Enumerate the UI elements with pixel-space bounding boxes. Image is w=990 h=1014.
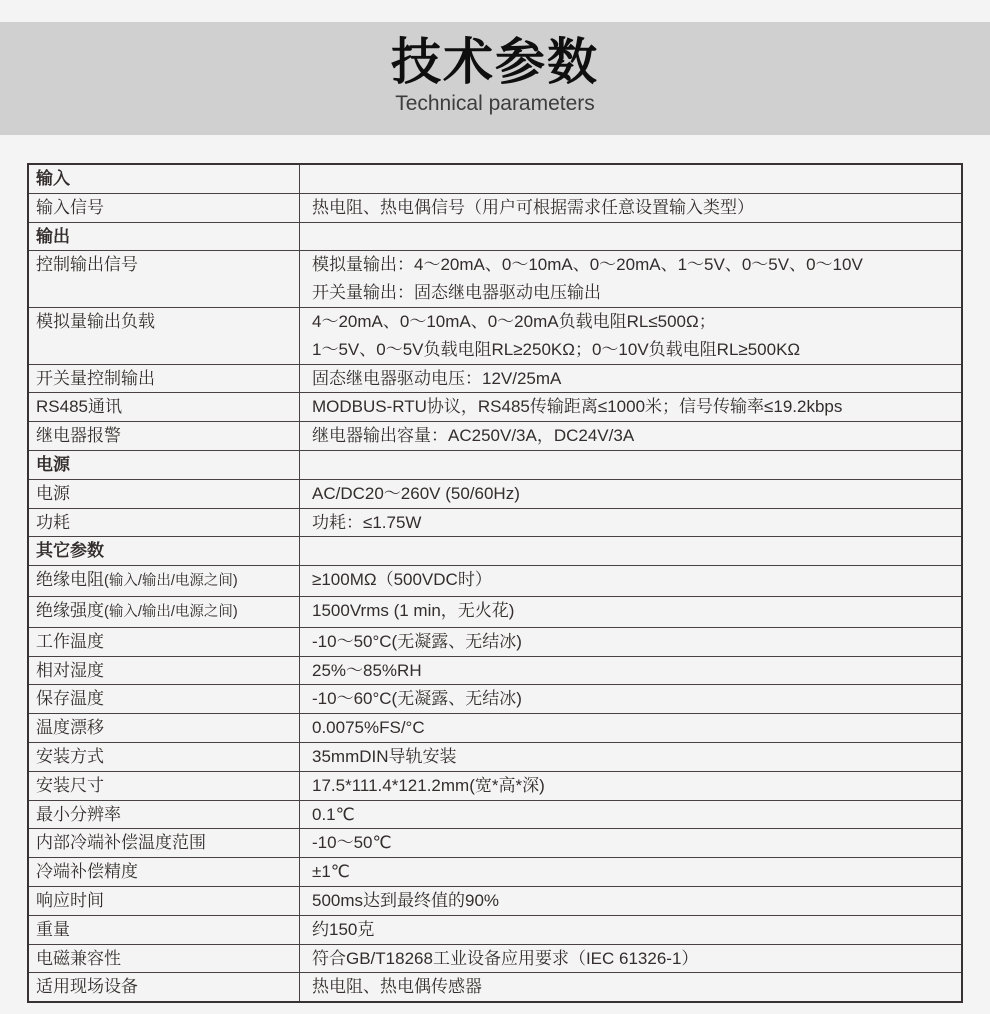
param-value-line: 0.0075%FS/°C: [312, 718, 425, 738]
param-label-text: 重量: [36, 919, 70, 939]
param-label-text: RS485通讯: [36, 397, 122, 417]
param-value-line: 35mmDIN导轨安装: [312, 746, 457, 766]
param-label: [29, 945, 300, 973]
title-band: [0, 22, 990, 135]
param-label-text: 适用现场设备: [36, 977, 138, 997]
param-value: [300, 393, 961, 421]
param-value-line: ≥100MΩ（500VDC时）: [312, 570, 492, 590]
param-value: [300, 973, 961, 1001]
section-header-row: [29, 222, 961, 251]
param-label: [29, 801, 300, 829]
param-label-text: 输入信号: [36, 197, 104, 217]
param-label: [29, 597, 300, 627]
section-header-row: [29, 536, 961, 565]
param-label-text: 绝缘强度: [36, 600, 104, 620]
param-label: [29, 829, 300, 857]
param-value: [300, 772, 961, 800]
param-value-line: ±1℃: [312, 862, 350, 882]
param-label-text: 响应时间: [36, 890, 104, 910]
param-value-line: 0.1℃: [312, 804, 355, 824]
param-value: [300, 916, 961, 944]
param-label: [29, 308, 300, 364]
param-label: [29, 685, 300, 713]
param-label: [29, 451, 300, 479]
param-value: [300, 537, 961, 565]
param-value: [300, 945, 961, 973]
param-value: [300, 628, 961, 656]
param-label-text: 最小分辨率: [36, 804, 121, 824]
spec-table: [27, 163, 963, 1003]
param-value: [300, 194, 961, 222]
param-value: [300, 887, 961, 915]
param-value: [300, 308, 961, 364]
param-value: [300, 597, 961, 627]
section-header-row: [29, 450, 961, 479]
spec-row: [29, 364, 961, 393]
param-label-text: 输出: [36, 226, 70, 246]
param-label: [29, 657, 300, 685]
param-label-text: 工作温度: [36, 631, 104, 651]
spec-row: [29, 800, 961, 829]
page-title: 技术参数: [391, 34, 599, 90]
param-value-line: 25%～85%RH: [312, 660, 422, 680]
spec-row: [29, 915, 961, 944]
param-value-line: 1～5V、0～5V负载电阻RL≥250KΩ；0～10V负载电阻RL≥500KΩ: [312, 339, 801, 359]
spec-row: [29, 656, 961, 685]
param-label: [29, 223, 300, 251]
param-label-text: 电磁兼容性: [36, 948, 121, 968]
spec-row: [29, 627, 961, 656]
param-label-text: 安装尺寸: [36, 775, 104, 795]
param-value-line: MODBUS-RTU协议，RS485传输距离≤1000米；信号传输率≤19.2kbps: [312, 397, 843, 417]
param-value-line: 功耗：≤1.75W: [312, 512, 422, 532]
spec-row: [29, 944, 961, 973]
param-value: [300, 509, 961, 537]
param-value: [300, 714, 961, 742]
param-label-text: 继电器报警: [36, 426, 121, 446]
param-label: [29, 509, 300, 537]
page-subtitle: Technical parameters: [395, 92, 595, 115]
param-label: [29, 251, 300, 307]
spec-row: [29, 392, 961, 421]
param-value-line: AC/DC20～260V (50/60Hz): [312, 483, 520, 503]
param-value-line: -10～60°C(无凝露、无结冰): [312, 689, 522, 709]
spec-row: [29, 972, 961, 1001]
param-value-line: 17.5*111.4*121.2mm(宽*高*深): [312, 775, 545, 795]
spec-row: [29, 421, 961, 450]
param-label: [29, 772, 300, 800]
param-value-line: 模拟量输出：4～20mA、0～10mA、0～20mA、1～5V、0～5V、0～10V: [312, 255, 863, 275]
param-label: [29, 393, 300, 421]
param-value: [300, 801, 961, 829]
param-label: [29, 887, 300, 915]
param-value: [300, 566, 961, 596]
spec-row: [29, 508, 961, 537]
spec-row: [29, 479, 961, 508]
param-value-line: 继电器输出容量：AC250V/3A，DC24V/3A: [312, 426, 635, 446]
param-label: [29, 194, 300, 222]
param-value: [300, 685, 961, 713]
param-label-text: 功耗: [36, 512, 70, 532]
param-label-text: 模拟量输出负载: [36, 311, 155, 331]
param-value: [300, 858, 961, 886]
param-label-text: 内部冷端补偿温度范围: [36, 833, 206, 853]
param-value: [300, 365, 961, 393]
param-label-note: (输入/输出/电源之间): [104, 573, 238, 590]
param-label: [29, 480, 300, 508]
param-value: [300, 451, 961, 479]
param-label-text: 安装方式: [36, 746, 104, 766]
param-value: [300, 165, 961, 193]
param-label: [29, 628, 300, 656]
spec-row: [29, 857, 961, 886]
param-value-line: -10～50℃: [312, 833, 392, 853]
spec-row: [29, 713, 961, 742]
param-label-text: 绝缘电阻: [36, 570, 104, 590]
param-value-line: 固态继电器驱动电压：12V/25mA: [312, 368, 562, 388]
spec-row: [29, 193, 961, 222]
section-header-row: [29, 165, 961, 193]
param-label-text: 控制输出信号: [36, 255, 138, 275]
param-label: [29, 165, 300, 193]
param-value: [300, 743, 961, 771]
param-label: [29, 973, 300, 1001]
spec-row: [29, 596, 961, 627]
param-value: [300, 829, 961, 857]
param-value: [300, 223, 961, 251]
param-label-note: (输入/输出/电源之间): [104, 603, 238, 620]
param-label: [29, 537, 300, 565]
param-value-line: 1500Vrms (1 min，无火花): [312, 600, 515, 620]
param-label: [29, 743, 300, 771]
param-label: [29, 714, 300, 742]
spec-row: [29, 684, 961, 713]
param-value-line: 开关量输出：固态继电器驱动电压输出: [312, 283, 601, 303]
param-label-text: 冷端补偿精度: [36, 862, 138, 882]
param-value-line: 500ms达到最终值的90%: [312, 890, 500, 910]
param-value: [300, 480, 961, 508]
param-value: [300, 422, 961, 450]
spec-row: [29, 250, 961, 307]
param-value-line: 热电阻、热电偶信号（用户可根据需求任意设置输入类型）: [312, 197, 754, 217]
param-value-line: 4～20mA、0～10mA、0～20mA负载电阻RL≤500Ω；: [312, 311, 716, 331]
param-value-line: 约150克: [312, 919, 375, 939]
param-label-text: 电源: [36, 454, 70, 474]
param-label-text: 其它参数: [36, 541, 104, 561]
param-label: [29, 422, 300, 450]
param-value: [300, 251, 961, 307]
param-label-text: 开关量控制输出: [36, 368, 155, 388]
param-value-line: 符合GB/T18268工业设备应用要求（IEC 61326-1）: [312, 948, 699, 968]
param-label: [29, 858, 300, 886]
param-value: [300, 657, 961, 685]
param-label: [29, 916, 300, 944]
param-label: [29, 365, 300, 393]
spec-row: [29, 742, 961, 771]
param-label-text: 输入: [36, 169, 70, 188]
spec-row: [29, 771, 961, 800]
spec-row: [29, 307, 961, 364]
param-value-line: -10～50°C(无凝露、无结冰): [312, 631, 522, 651]
param-value-line: 热电阻、热电偶传感器: [312, 977, 482, 997]
param-label-text: 温度漂移: [36, 718, 104, 738]
spec-row: [29, 828, 961, 857]
param-label: [29, 566, 300, 596]
param-label-text: 相对湿度: [36, 660, 104, 680]
spec-row: [29, 886, 961, 915]
spec-row: [29, 565, 961, 596]
param-label-text: 保存温度: [36, 689, 104, 709]
param-label-text: 电源: [36, 483, 70, 503]
